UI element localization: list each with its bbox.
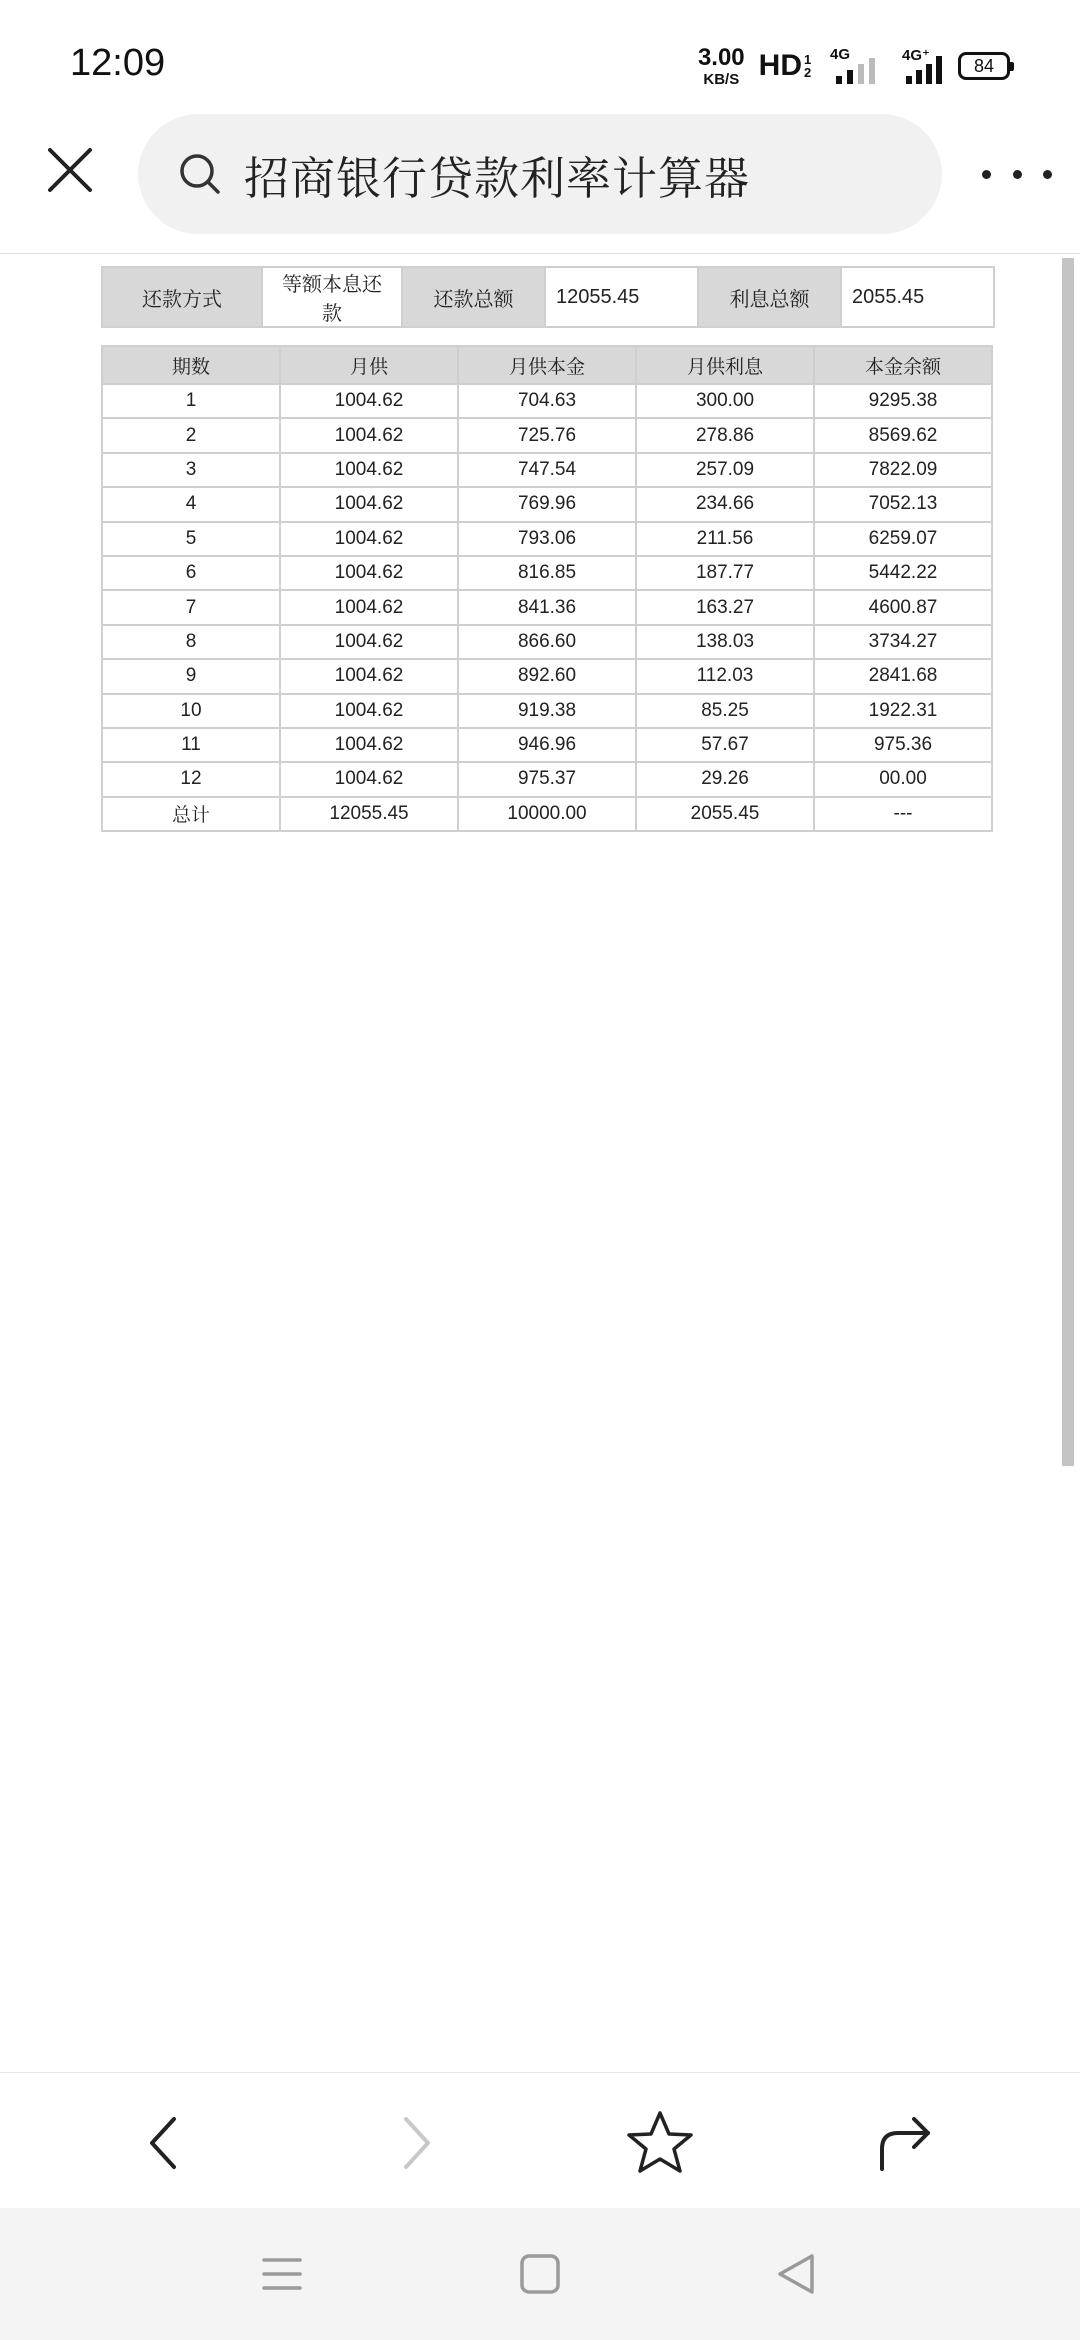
table-cell: 1922.31 [814, 694, 992, 728]
table-cell: 704.63 [458, 384, 636, 418]
table-cell: 257.09 [636, 453, 814, 487]
back-button[interactable] [124, 2103, 204, 2183]
table-cell: 1004.62 [280, 487, 458, 521]
star-icon [625, 2109, 695, 2177]
table-row [102, 625, 992, 659]
table-cell: 1004.62 [280, 590, 458, 624]
table-row [102, 762, 992, 796]
table-cell: 4600.87 [814, 590, 992, 624]
column-header: 月供本金 [458, 346, 636, 384]
table-cell: 8 [102, 625, 280, 659]
table-cell: 29.26 [636, 762, 814, 796]
method-value: 等额本息还款 [262, 267, 402, 327]
column-header: 月供利息 [636, 346, 814, 384]
share-icon [874, 2111, 938, 2175]
table-cell: 12 [102, 762, 280, 796]
column-header: 月供 [280, 346, 458, 384]
column-header: 本金余额 [814, 346, 992, 384]
table-cell: 1004.62 [280, 728, 458, 762]
table-cell: 769.96 [458, 487, 636, 521]
table-cell: 211.56 [636, 522, 814, 556]
sim2-signal-icon [894, 46, 944, 86]
table-cell: 1004.62 [280, 418, 458, 452]
loan-result [101, 266, 993, 832]
status-indicators [698, 44, 1010, 88]
back-arrow-icon [144, 2113, 184, 2173]
table-row [102, 590, 992, 624]
table-cell: 11 [102, 728, 280, 762]
repayment-schedule-table [101, 345, 993, 832]
close-icon [46, 146, 94, 194]
table-cell: 234.66 [636, 487, 814, 521]
table-cell: 总计 [102, 797, 280, 831]
table-cell: 3 [102, 453, 280, 487]
table-cell: 6259.07 [814, 522, 992, 556]
table-cell: 300.00 [636, 384, 814, 418]
page-scrollbar[interactable] [1062, 258, 1074, 1466]
system-navigation-bar [0, 2208, 1080, 2340]
table-cell: 9 [102, 659, 280, 693]
table-cell: 5442.22 [814, 556, 992, 590]
table-row [102, 659, 992, 693]
table-row [102, 728, 992, 762]
column-header: 期数 [102, 346, 280, 384]
network-speed-unit: KB/S [703, 70, 740, 88]
table-cell: 6 [102, 556, 280, 590]
table-cell: 1004.62 [280, 659, 458, 693]
table-cell: 1004.62 [280, 694, 458, 728]
status-bar [0, 0, 1080, 110]
menu-button[interactable] [252, 2244, 312, 2304]
hd-label: HD [758, 49, 802, 82]
summary-row [102, 267, 994, 327]
sim1-signal-icon [830, 46, 880, 86]
table-cell: 816.85 [458, 556, 636, 590]
table-cell: 2841.68 [814, 659, 992, 693]
table-cell: --- [814, 797, 992, 831]
total-value: 12055.45 [545, 267, 698, 327]
table-cell: 7822.09 [814, 453, 992, 487]
interest-label: 利息总额 [698, 267, 841, 327]
table-cell: 1004.62 [280, 762, 458, 796]
table-cell: 7 [102, 590, 280, 624]
close-button[interactable] [40, 140, 100, 200]
table-row [102, 694, 992, 728]
table-cell: 8569.62 [814, 418, 992, 452]
home-button[interactable] [510, 2244, 570, 2304]
table-cell: 841.36 [458, 590, 636, 624]
table-cell: 747.54 [458, 453, 636, 487]
table-cell: 866.60 [458, 625, 636, 659]
interest-value: 2055.45 [841, 267, 994, 327]
table-cell: 975.36 [814, 728, 992, 762]
table-cell: 4 [102, 487, 280, 521]
browser-toolbar [0, 2072, 1080, 2208]
table-cell: 1004.62 [280, 625, 458, 659]
table-cell: 2 [102, 418, 280, 452]
table-cell: 793.06 [458, 522, 636, 556]
system-back-button[interactable] [766, 2244, 826, 2304]
table-cell: 187.77 [636, 556, 814, 590]
schedule-header-row [102, 346, 992, 384]
table-cell: 3734.27 [814, 625, 992, 659]
forward-button[interactable] [376, 2103, 456, 2183]
table-cell: 138.03 [636, 625, 814, 659]
network-speed-value: 3.00 [697, 43, 745, 71]
share-button[interactable] [866, 2103, 946, 2183]
forward-arrow-icon [396, 2113, 436, 2173]
table-cell: 946.96 [458, 728, 636, 762]
total-row [102, 797, 992, 831]
table-cell: 7052.13 [814, 487, 992, 521]
search-input[interactable] [138, 114, 942, 234]
table-cell: 10 [102, 694, 280, 728]
table-row [102, 384, 992, 418]
table-cell: 725.76 [458, 418, 636, 452]
table-cell: 1004.62 [280, 384, 458, 418]
table-cell: 1 [102, 384, 280, 418]
battery-icon [958, 52, 1010, 80]
table-row [102, 487, 992, 521]
table-cell: 85.25 [636, 694, 814, 728]
search-header [0, 110, 1080, 254]
table-cell: 57.67 [636, 728, 814, 762]
status-time: 12:09 [70, 42, 166, 84]
hd-volte-icon: HD 1 2 [758, 49, 812, 82]
table-cell: 163.27 [636, 590, 814, 624]
table-cell: 892.60 [458, 659, 636, 693]
table-row [102, 556, 992, 590]
search-query: 招商银行贷款利率计算器 [244, 152, 751, 204]
table-cell: 10000.00 [458, 797, 636, 831]
table-cell: 112.03 [636, 659, 814, 693]
total-label: 还款总额 [402, 267, 545, 327]
summary-table [101, 266, 995, 328]
table-cell: 278.86 [636, 418, 814, 452]
table-cell: 919.38 [458, 694, 636, 728]
network-speed [697, 43, 745, 88]
table-row [102, 522, 992, 556]
bookmark-button[interactable] [620, 2103, 700, 2183]
table-cell: 1004.62 [280, 556, 458, 590]
battery-level: 84 [973, 55, 995, 76]
triangle-back-icon [774, 2250, 818, 2298]
method-label: 还款方式 [102, 267, 262, 327]
table-cell: 2055.45 [636, 797, 814, 831]
search-icon [178, 152, 222, 196]
table-cell: 12055.45 [280, 797, 458, 831]
more-icon [982, 170, 991, 179]
more-options-button[interactable] [982, 154, 1052, 194]
table-cell: 9295.38 [814, 384, 992, 418]
sim2-network-label: 4G⁺ [902, 47, 930, 64]
table-cell: 975.37 [458, 762, 636, 796]
table-cell: 1004.62 [280, 453, 458, 487]
sim1-network-label: 4G [830, 46, 851, 63]
table-cell: 1004.62 [280, 522, 458, 556]
table-cell: 00.00 [814, 762, 992, 796]
menu-icon [260, 2254, 304, 2294]
home-icon [518, 2252, 562, 2296]
table-row [102, 453, 992, 487]
table-cell: 5 [102, 522, 280, 556]
table-row [102, 418, 992, 452]
